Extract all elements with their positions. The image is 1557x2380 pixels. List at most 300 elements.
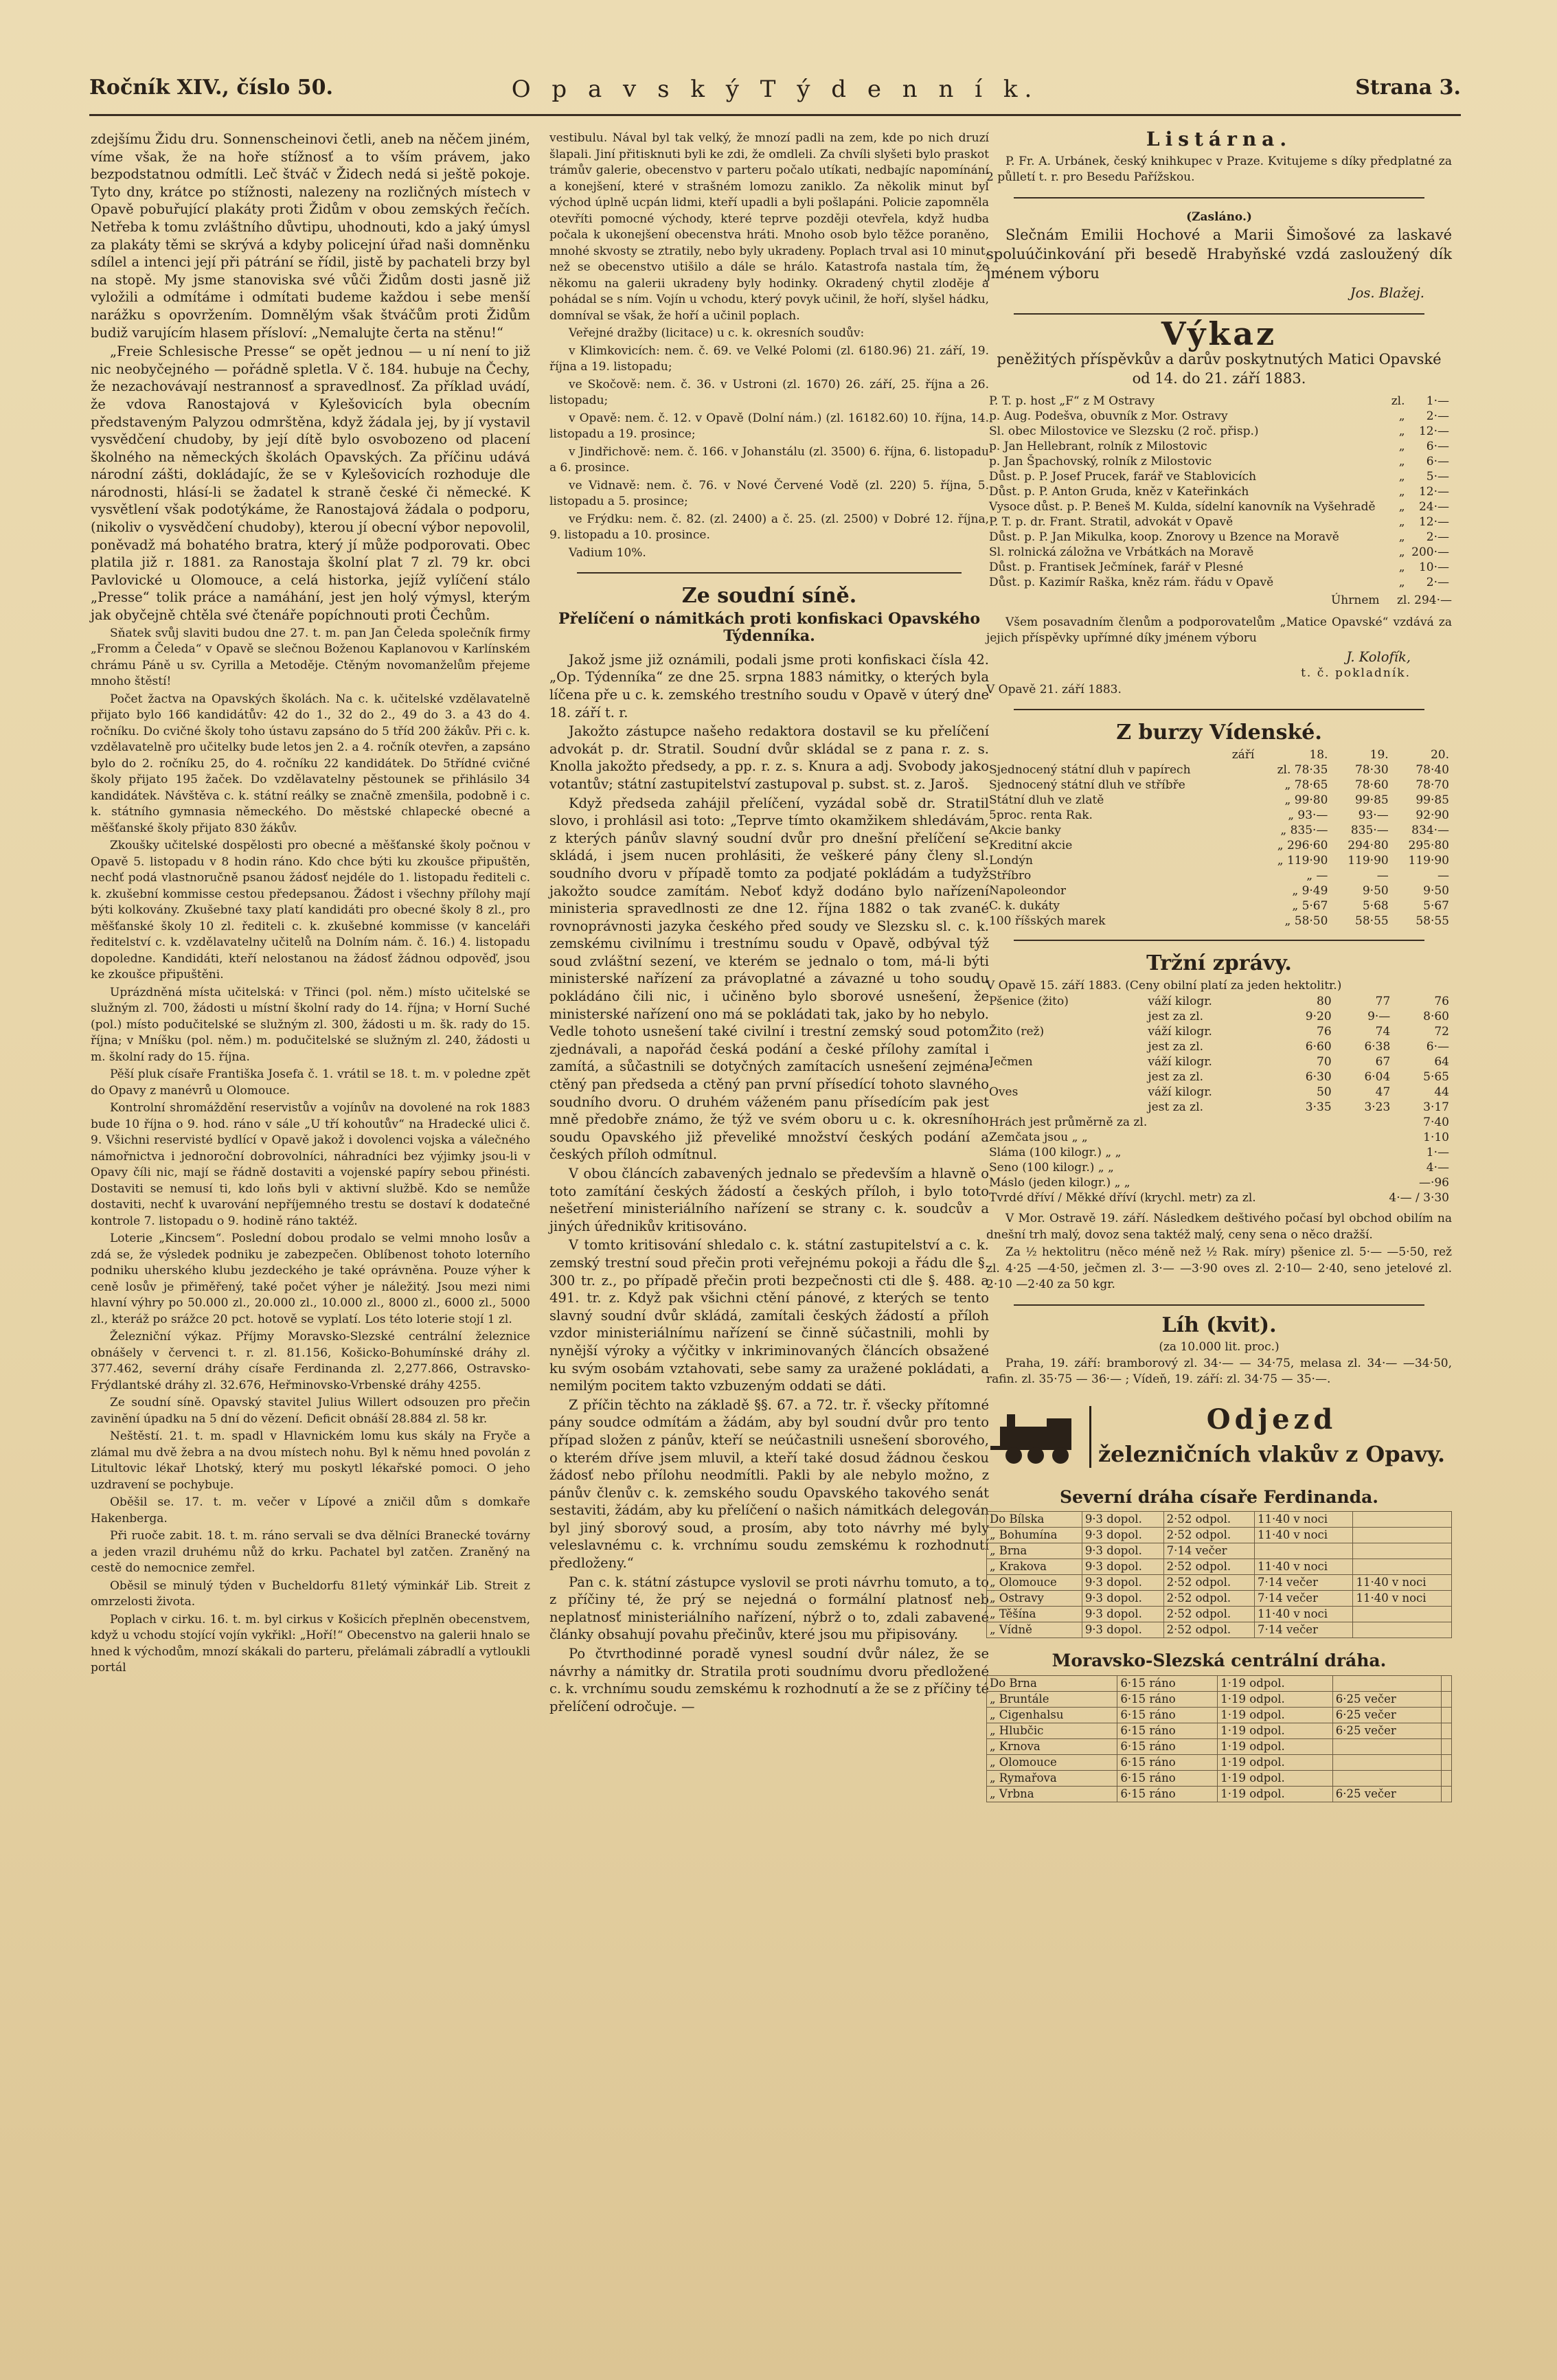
burza-row-cell: „ 78·65 — [1284, 778, 1328, 792]
thanks-date: V Opavě 21. září 1883. — [986, 682, 1122, 696]
donation-row-cell: Důst. p. P. Josef Prucek, farář ve Stablovicích — [989, 470, 1257, 484]
locomotive-icon — [986, 1406, 1091, 1468]
moravsko-row-cell — [1442, 1723, 1452, 1738]
donation-row — [986, 409, 1452, 424]
moravsko-row-cell: 6·25 večer — [1332, 1786, 1441, 1802]
trzni-row-cell: 6·38 — [1364, 1040, 1391, 1054]
severni-row-cell: 11·40 v noci — [1254, 1512, 1353, 1528]
news-item: Zkoušky učitelské dospělosti pro obecné a měšťanské školy počnou v Opavě 5. listopadu v 8 hodin ráno. Kdo chce býti ku zkoušce připuštěn, nechť podá vlastnoručně psanou žádosť nejdéle do 1. listopadu řediteli c. k. zkušební kommisse cestou předepsanou. Žádost i všechny přílohy mají býti kolkovány. Zkušebné taxy platí kandidáti pro obecné školy 8 zl., pro měšťanské školy 10 zl. řediteli c. k. zkušebné kommisse (v kanceláři ředitelství c. k. vzdělavatelny učitelů na Dolním nám. č. 16.) 4. listopadu dopoledne. Kandidáti, kteří nelostanou na žádosť žádnou odpověď, jsou ke zkoušce připuštěni. — [91, 839, 530, 982]
burza-row-cell: „ 835·— — [1280, 823, 1328, 837]
moravsko-row-cell: „ Olomouce — [987, 1754, 1117, 1770]
donation-row-cell: 2·— — [1426, 409, 1449, 424]
section-title: Ze soudní síně. — [681, 584, 857, 608]
news-item: Loterie „Kincsem“. Poslední dobou prodalo se velmi mnoho losův a zdá se, že výsledek podniku je zabezpečen. Oblíbenost tohoto loterního podniku uherského klubu jezdeckého je také oprávněna. Pouze výher k ceně losův je přiměřený, také počet výher je náležitý. Jsou mezi nimi hlavní výhry po 50.000 zl., 20.000 zl., 10.000 zl., 8000 zl., 6000 zl., 5000 zl., kteráž po srážce 20 pct. hotově se vyplatí. Los této loterie stojí 1 zl. — [91, 1232, 530, 1326]
odjezd-subtitle: železničních vlakův z Opavy. — [1098, 1440, 1446, 1467]
trzni-extra-row-cell: 1·10 — [1423, 1131, 1449, 1145]
trzni-row — [986, 994, 1452, 1009]
severni-row — [987, 1622, 1452, 1638]
burza-title: Z burzy Vídenské. — [1116, 721, 1322, 745]
trzni-row-cell: 3·35 — [1305, 1100, 1332, 1115]
burza-row-cell: „ 119·90 — [1277, 853, 1328, 868]
severni-row-cell: 9·3 dopol. — [1082, 1559, 1163, 1575]
auction-item: v Jindřichově: nem. č. 166. v Johanstálu (zl. 3500) 6. října, 6. listopadu a 6. prosince. — [549, 444, 989, 475]
severni-row-cell: 7·14 večer — [1254, 1591, 1353, 1607]
donation-row-cell: P. T. p. host „F“ z M Ostravy — [989, 394, 1155, 409]
moravsko-row-cell: 6·15 ráno — [1117, 1723, 1218, 1738]
trzni-row-cell: 70 — [1317, 1055, 1332, 1069]
moravsko-row-cell: 1·19 odpol. — [1218, 1786, 1333, 1802]
trzni-row-cell: 74 — [1375, 1025, 1391, 1039]
news-item: Oběšil se. 17. t. m. večer v Lípové a zničil dům s domkaře Hakenberga. — [91, 1495, 530, 1526]
moravsko-row-cell: 1·19 odpol. — [1218, 1723, 1333, 1738]
trzni-extra-row-cell: Máslo (jeden kilogr.) „ „ — [989, 1176, 1130, 1190]
burza-row-cell: Londýn — [989, 853, 1033, 868]
trzni-extra-row-cell: Tvrdé dříví / Měkké dříví (krychl. metr) za zl. — [989, 1191, 1256, 1205]
donation-row-cell: „ — [1398, 576, 1405, 590]
article-paragraph: Pan c. k. státní zástupce vyslovil se proti návrhu tomuto, a to z příčiny té, že prý se nejedná o formální platnosť neb neplatnosť ministeriálního nařízení, nýbrž o to, zdali zabavené články obsahují povahu přečinův, které jsou mu připisovány. — [549, 1574, 989, 1643]
thanks-role: t. č. pokladník. — [1301, 666, 1411, 681]
moravsko-row-cell — [1332, 1738, 1441, 1754]
moravsko-row-cell: 6·25 večer — [1332, 1691, 1441, 1707]
trzni-row-cell: Oves — [989, 1085, 1019, 1100]
burza-row-cell: „ 9·49 — [1292, 883, 1328, 898]
trzni-extra-row-cell: 7·40 — [1423, 1115, 1449, 1130]
severni-row-cell: 2·52 odpol. — [1163, 1575, 1254, 1591]
burza-row-cell: 92·90 — [1416, 808, 1449, 822]
moravsko-row-cell — [1442, 1675, 1452, 1691]
article-paragraph: Po čtvrthodinné poradě vynesl soudní dvůr nález, že se návrhy a námitky dr. Stratila proti soudnímu dvoru předložené c. k. vrchnímu soudu zemskému k rozhodnutí a že se z příčiny té přelíčení odročuje. — — [549, 1646, 989, 1714]
severni-row-cell — [1353, 1622, 1452, 1638]
column-3 — [986, 128, 1452, 1802]
article-paragraph: „Freie Schlesische Presse“ se opět jednou — u ní není to již nic neobyčejného — pořádně spletla. V č. 184. hubuje na Čechy, že nezachovávají nestrannosť a spravedlnosť. Za příklad uvádí, že vdova Ranostajová v Kylešovicích byla obecním představeným Palyzou odmrštěna, když žádala jej, by jí vystavil vysvědčení chudoby, by její dítě bylo osvobozeno od placení školného na německých školách Opavských. Za příčinu udává národní zášti, dokládajíc, že se v Kylešovicích rozhoduje dle národnosti, hlásí-li se žadatel k straně české či německé. K vysvětlení však podotýkáme, že Ranostajová žádala o podporu, (nikoliv o vysvědčení chudoby), kterou jí obecní výbor nepovolil, poněvadž má bohatého bratra, který jí může podporovati. Obec platila již r. 1881. za Ranostaja školní plat 7 zl. 79 kr. obci Pavlovické u Olomouce, a celá historka, jejíž vylíčení stálo „Presse“ tolik práce a namáhání, jest jen holý výmysl, kterým jak obyčejně chtěla své čtenáře popíchnouti proti Čechům. — [91, 343, 530, 624]
burza-row-cell: 5·68 — [1362, 898, 1389, 913]
trzni-row-cell: váží kilogr. — [1148, 1055, 1212, 1069]
moravsko-row — [987, 1754, 1452, 1770]
news-item: Ze soudní síně. Opavský stavitel Julius Willert odsouzen pro přečin zavinění úpadku na 5 dní do vězení. Deficit obnáší 28.884 zl. 58 kr. — [91, 1396, 530, 1426]
trzni-row-cell — [986, 1039, 1145, 1054]
trzni-row-cell: 5·65 — [1423, 1070, 1449, 1085]
donation-row-cell: 5·— — [1426, 470, 1449, 484]
donation-row — [986, 439, 1452, 454]
moravsko-row — [987, 1675, 1452, 1691]
auction-item: v Klimkovicích: nem. č. 69. ve Velké Polomi (zl. 6180.96) 21. září, 19. října a 19. listopadu; — [549, 343, 989, 374]
trzni-row-cell: 44 — [1434, 1085, 1449, 1100]
burza-row-cell: 78·70 — [1416, 778, 1449, 792]
burza-row-cell: 835·— — [1350, 823, 1389, 837]
donation-row — [986, 469, 1452, 484]
trzni-extra-row — [986, 1115, 1452, 1130]
burza-row-cell: Kreditní akcie — [989, 838, 1073, 852]
donations-total-label: Úhrnem — [1330, 593, 1380, 608]
burza-row-cell: 834·— — [1411, 823, 1449, 837]
news-item: vestibulu. Nával byl tak velký, že mnozí padli na zem, kde po nich druzí šlapali. Jiní přitisknuti byli ke zdi, že omdleli. Za chvíli slyšeti bylo praskot trámův galerie, obecenstvo v parteru počalo utíkati, nedbajíc napomínání a konejšení, které v strašném lomozu zaniklo. Za několik minut byl východ úplně ucpán lidmi, kteří upadli a byli pošlapáni. Policie zapomněla otevříti pomocné východy, které teprve později otevřela, když hudba počala k ukonejšení obecenstva hráti. Mnoho osob bylo těžce poraněno, mnohé skvosty se ztratily, nebo byly ukradeny. Poplach trval asi 10 minut, než se obecenstvo utišilo a dále se hrálo. Katastrofa nastala tím, že někomu na galerii ukradeny byly hodinky. Okradený chytil zloděje a pohádal se s ním. Vojín u vchodu, který povyk učinil, že hoří, slyšel hádku, domníval se však, že hoří a učinil poplach. — [549, 131, 989, 323]
burza-header-cell: 18. — [1309, 747, 1328, 762]
divider — [577, 572, 962, 574]
severni-row — [987, 1543, 1452, 1559]
severni-schedule — [986, 1511, 1452, 1638]
moravsko-row-cell: „ Bruntále — [987, 1691, 1117, 1707]
trzni-extra-row-cell: Hrách jest průměrně za zl. — [989, 1115, 1148, 1130]
trzni-row-cell — [986, 1100, 1145, 1115]
trzni-row-cell: 6·04 — [1364, 1070, 1391, 1085]
donation-row-cell: 1·— — [1426, 394, 1449, 409]
moravsko-row-cell: 1·19 odpol. — [1218, 1707, 1333, 1723]
lih-text: Praha, 19. září: bramborový zl. 34·— — 34·75, melasa zl. 34·— —34·50, rafin. zl. 35·75 — 36·— ; Vídeň, 19. září: zl. 34·75 — 35·—. — [986, 1356, 1452, 1387]
severni-row-cell: 2·52 odpol. — [1163, 1607, 1254, 1622]
severni-row-cell — [1353, 1607, 1452, 1622]
article-paragraph: Když předseda zahájil přelíčení, vyzádal sobě dr. Stratil slovo, i prohlásil asi toto: „Teprve tímto okamžikem shledávám, z kterých pánův slavný soudní dvůr pro dnešní přelíčení se skládá, i jsem nucen prohlásiti, že veškeré pány členy sl. soudního dvoru v případě tomto za podjaté pokládám a tudyž jakožto soudce zamítám. Neboť když dodáno bylo nařízení ministeria spravedlnosti ze dne 12. října 1882 o tak zvané rovnoprávnosti jazyka českého před soudy ve Slezsku sl. c. k. zemskému civilnímu i trestnímu soudu v Opavě, odbýval týž soud zvláštní sezení, ve kterém se jednalo o tom, má-li býti ministerské nařízení za právoplatné a závazné u toho soudu pokládáno čili nic, i učiněno bylo sborové usnešení, že ministerské nařízení ono má se pokládati tak, jako by ho nebylo. Vedle tohoto usnešení také civilní i trestní zemský soud potom zjednávali, a napořád česká podání a české přílohy zamítal i zamítá, a sůčastnili se dotyčných zamítacích usnešení zejména ctěný pan předseda a ctěný pan první přísedící tohoto slavného soudního dvoru. O druhém váženém panu přísedícím pak jest mně předobře známo, že týž ve svém oboru u c. k. okresního soudu Opavského již převeliké množství českých podání a českých příloh odmítnul. — [549, 795, 989, 1163]
trzni-row — [986, 1039, 1452, 1054]
moravsko-row-cell: 6·15 ráno — [1117, 1707, 1218, 1723]
trzni-extra-row-cell: Sláma (100 kilogr.) „ „ — [989, 1146, 1122, 1160]
burza-header-cell: 19. — [1370, 747, 1389, 762]
auction-item: Vadium 10%. — [569, 545, 646, 560]
zaslano-signature: Jos. Blažej. — [1350, 285, 1424, 302]
moravsko-row-cell — [1332, 1675, 1441, 1691]
moravsko-row-cell: 1·19 odpol. — [1218, 1691, 1333, 1707]
vykaz-title: Výkaz — [1161, 315, 1277, 352]
severni-row — [987, 1575, 1452, 1591]
news-item: Při ruoče zabit. 18. t. m. ráno servali se dva dělníci Branecké továrny a jeden vrazil druhému nůž do krku. Pachatel byl zatčen. Zraněný na cestě do nemocnice zemřel. — [91, 1529, 530, 1576]
donation-row-cell: 12·— — [1418, 515, 1449, 530]
burza-row-cell: 99·85 — [1355, 793, 1389, 807]
news-item: Neštěstí. 21. t. m. spadl v Hlavnickém lomu kus skály na Fryče a zlámal mu dvě žebra a na dvou místech nohu. Byl k němu hned povolán z Litultovic lékař Lhotský, který mu poskytl lékařské pomoci. O jeho uzdravení se pochybuje. — [91, 1429, 530, 1492]
article-paragraph: Z příčin těchto na základě §§. 67. a 72. tr. ř. všecky přítomné pány soudce odmítám a žádám, aby byl soudní dvůr pro tento případ složen z pánův, kteří se neúčastnili usnešení sborového, o kterém dříve jsem mluvil, a kteří také dosud žádnou českou žádosť nebo přílohu neodmítli. Pakli by ale nebylo možno, z pánův členův c. k. zemského soudu Opavského takového senát sestaviti, žádám, aby ku přelíčení o našich námitkách delegován byl jiný sborový soud, a prosím, aby toto návrhy mé byly veleslavnému c. k. vrchnímu soudu zemskému k rozhodnutí předloženy.“ — [549, 1396, 989, 1572]
burza-row-cell: — — [1376, 868, 1389, 883]
burza-row-cell: 119·90 — [1408, 853, 1449, 868]
trzni-extra-row-cell: 4·— / 3·30 — [1389, 1191, 1449, 1205]
burza-row — [986, 778, 1452, 793]
burza-row-cell: 78·30 — [1355, 762, 1389, 777]
severni-row-cell: 2·52 odpol. — [1163, 1591, 1254, 1607]
severni-row-cell: 7·14 večer — [1254, 1575, 1353, 1591]
trzni-row — [986, 1009, 1452, 1024]
donation-row-cell: 6·— — [1426, 440, 1449, 454]
moravsko-row-cell: 6·15 ráno — [1117, 1770, 1218, 1786]
severni-row-cell: 2·52 odpol. — [1163, 1528, 1254, 1543]
burza-row-cell: 93·— — [1358, 808, 1389, 822]
news-item: Oběsil se minulý týden v Bucheldorfu 81letý výminkář Lib. Streit z omrzelosti života. — [91, 1578, 530, 1609]
trzni-title: Tržní zprávy. — [1146, 951, 1292, 975]
trzni-row-cell: 67 — [1375, 1055, 1391, 1069]
burza-row-cell: 9·50 — [1423, 883, 1449, 898]
burza-row-cell: „ 5·67 — [1292, 898, 1328, 913]
donation-row-cell: Důst. p. Frantisek Ječmínek, farář v Plesné — [989, 560, 1244, 575]
donation-row — [986, 454, 1452, 469]
page-header — [89, 76, 1461, 116]
auction-item: v Opavě: nem. č. 12. v Opavě (Dolní nám.) (zl. 16182.60) 10. října, 14. listopadu a 19. prosince; — [549, 411, 989, 441]
severni-row-cell: 9·3 dopol. — [1082, 1512, 1163, 1528]
auction-item: ve Vidnavě: nem. č. 76. v Nové Červené Vodě (zl. 220) 5. října, 5. listopadu a 5. prosince; — [549, 478, 989, 508]
severni-row — [987, 1607, 1452, 1622]
donation-row-cell: Důst. p. Kazimír Raška, kněz rám. řádu v Opavě — [989, 576, 1274, 590]
burza-row-cell: „ 99·80 — [1284, 793, 1328, 807]
burza-header-cell: 20. — [1430, 747, 1449, 762]
burza-row-cell: 5proc. renta Rak. — [989, 808, 1093, 822]
burza-row-cell: — — [1437, 868, 1449, 883]
severni-row-cell: 9·3 dopol. — [1082, 1607, 1163, 1622]
trzni-extra-row-cell: Zemčata jsou „ „ — [989, 1131, 1088, 1145]
divider — [1014, 1304, 1424, 1306]
news-item: Sňatek svůj slaviti budou dne 27. t. m. pan Jan Čeleda společník firmy „Fromm a Čeleda“ v Opavě se slečnou Boženou Kaplanovou v Karlínském chrámu Páně u sv. Cyrilla a Metoděje. Ctěným novomanželům přejeme mnoho štěstí! — [91, 626, 530, 689]
severni-row-cell: 11·40 v noci — [1254, 1528, 1353, 1543]
donation-row-cell: Vysoce důst. p. P. Beneš M. Kulda, sídelní kanovník na Vyšehradě — [989, 500, 1376, 514]
trzni-extra-table — [986, 1115, 1452, 1205]
trzni-row-cell: 64 — [1434, 1055, 1449, 1069]
donation-row-cell: „ — [1398, 455, 1405, 469]
news-item: Poplach v cirku. 16. t. m. byl cirkus v Košicích přeplněn obecenstvem, když u vchodu stojící vojín vykřikl: „Hoří!“ Obecenstvo na galerii hnalo se hned k východům, mnozí skákali do parteru, přelámali zábradlí a vytloukli portál — [91, 1612, 530, 1675]
trzni-row-cell: váží kilogr. — [1148, 1025, 1212, 1039]
donation-row — [986, 560, 1452, 575]
ostrava-prices: Za ½ hektolitru (něco méně než ½ Rak. míry) pšenice zl. 5·— —5·50, rež zl. 4·25 —4·50, ječmen zl. 3·— —3·90 oves zl. 2·10— 2·40, seno jetelové zl. 2·10 —2·40 za 50 kgr. — [986, 1245, 1452, 1292]
listarna-title: Listárna. — [1146, 128, 1293, 150]
donation-row — [986, 499, 1452, 514]
severni-row-cell: 11·40 v noci — [1353, 1591, 1452, 1607]
donation-row-cell: Sl. obec Milostovice ve Slezsku (2 roč. přisp.) — [989, 424, 1259, 439]
auction-item: ve Skočově: nem. č. 36. v Ustroni (zl. 1670) 26. září, 25. října a 26. listopadu; — [549, 377, 989, 407]
moravsko-row-cell: 6·25 večer — [1332, 1723, 1441, 1738]
trzni-row-cell: 47 — [1375, 1085, 1391, 1100]
moravsko-row-cell: 6·15 ráno — [1117, 1738, 1218, 1754]
moravsko-row-cell: 1·19 odpol. — [1218, 1675, 1333, 1691]
trzni-row-cell: 50 — [1317, 1085, 1332, 1100]
donations-table — [986, 394, 1452, 590]
moravsko-row-cell — [1442, 1770, 1452, 1786]
donation-row-cell: „ — [1398, 560, 1405, 575]
moravsko-row-cell: „ Rymařova — [987, 1770, 1117, 1786]
severni-row-cell — [1353, 1543, 1452, 1559]
donation-row-cell: „ — [1398, 530, 1405, 545]
trzni-extra-row — [986, 1160, 1452, 1175]
moravsko-row-cell: „ Hlubčic — [987, 1723, 1117, 1738]
severni-row — [987, 1591, 1452, 1607]
donation-row — [986, 484, 1452, 499]
severni-row-cell: „ Ostravy — [987, 1591, 1082, 1607]
moravsko-row-cell: 6·15 ráno — [1117, 1754, 1218, 1770]
burza-row-cell: „ 296·60 — [1277, 838, 1328, 852]
burza-row-cell: „ 58·50 — [1284, 914, 1328, 928]
donation-row-cell: „ — [1398, 424, 1405, 439]
severni-row-cell: 9·3 dopol. — [1082, 1528, 1163, 1543]
donations-total: zl. 294·— — [1396, 593, 1452, 608]
moravsko-row-cell — [1442, 1738, 1452, 1754]
burza-row-cell: Stříbro — [989, 868, 1032, 883]
burza-row-cell: Napoleondor — [989, 883, 1067, 898]
news-item: Železniční výkaz. Příjmy Moravsko-Slezské centrální železnice obnášely v červenci t. r. zl. 81.156, Košicko-Bohumínské dráhy zl. 377.462, severní dráhy císaře Ferdinanda zl. 2,277.866, Ostravsko-Frýdlantské dráhy zl. 32.676, Heřminovsko-Vrbenské dráhy 4255. — [91, 1330, 530, 1392]
moravsko-row — [987, 1707, 1452, 1723]
burza-row — [986, 808, 1452, 823]
severni-row-cell: 2·52 odpol. — [1163, 1512, 1254, 1528]
burza-row-cell: zl. 78·35 — [1277, 762, 1328, 777]
severni-row-cell: 2·52 odpol. — [1163, 1622, 1254, 1638]
donation-row-cell: Sl. rolnická záložna ve Vrbátkách na Moravě — [989, 545, 1254, 560]
burza-row-cell: Akcie banky — [989, 823, 1061, 837]
burza-row-cell: 295·80 — [1408, 838, 1449, 852]
donation-row-cell: 10·— — [1418, 560, 1449, 575]
donation-row-cell: 2·— — [1426, 576, 1449, 590]
severni-row-cell: 9·3 dopol. — [1082, 1622, 1163, 1638]
moravsko-row — [987, 1786, 1452, 1802]
listarna-text: P. Fr. A. Urbánek, český knihkupec v Praze. Kvitujeme s díky předplatné za 2 půlletí t. r. pro Besedu Pařížskou. — [986, 154, 1452, 185]
severni-row-cell — [1353, 1512, 1452, 1528]
trzni-row — [986, 1024, 1452, 1039]
moravsko-row-cell — [1442, 1707, 1452, 1723]
donation-row-cell: p. Aug. Podešva, obuvník z Mor. Ostravy — [989, 409, 1228, 424]
trzni-row-cell: 76 — [1317, 1025, 1332, 1039]
divider — [1014, 313, 1424, 315]
donation-row-cell: Důst. p. P. Jan Mikulka, koop. Znorovy u Bzence na Moravě — [989, 530, 1339, 545]
burza-row-cell: C. k. dukáty — [989, 898, 1060, 913]
article-paragraph: zdejšímu Židu dru. Sonnenscheinovi četli, aneb na něčem jiném, víme však, že na hoře stížnosť a to vším právem, jako bezpodstatnou odmítli. Leč štváč v Židech nedá si ještě pokoje. Tyto dny, krátce po stížnosti, nalezeny na rozličných místech v Opavě pobuřující plakáty proti Židům v obou zemských řečích. Netřeba k tomu zvláštního důvtipu, uhodnouti, kdo a jaký úmysl za plakáty těmi se skrývá a kdyby policejní úřad naši domněnku sdílel a intenci její při pátrání se řídil, jistě by pachateli brzy byl na stopě. My jsme stanoviska své vůči Židům dosti jasně již vyložili a odmítáme i odmítati budeme každou i sebe menší narážku s opovržením. Domnělým však štváčům proti Židům budiž varujícím hlasem přísloví: „Nemalujte čerta na stěnu!“ — [91, 131, 530, 341]
burza-row — [986, 914, 1452, 929]
moravsko-row-cell — [1442, 1691, 1452, 1707]
donation-row — [986, 575, 1452, 590]
donation-row-cell: „ — [1398, 500, 1405, 514]
thanks-signature: J. Kolofík, — [1346, 648, 1411, 665]
trzni-extra-row — [986, 1145, 1452, 1160]
donation-row — [986, 514, 1452, 530]
donation-row-cell: zl. — [1391, 394, 1405, 409]
severni-row-cell: 7·14 večer — [1163, 1543, 1254, 1559]
burza-row-cell: 119·90 — [1348, 853, 1389, 868]
burza-row — [986, 823, 1452, 838]
burza-header-cell: září — [1231, 747, 1255, 762]
severni-row-cell: 7·14 večer — [1254, 1622, 1353, 1638]
trzni-row-cell: Žito (rež) — [989, 1025, 1045, 1039]
trzni-row-cell: 8·60 — [1423, 1010, 1449, 1024]
moravsko-row — [987, 1723, 1452, 1738]
trzni-row — [986, 1085, 1452, 1100]
trzni-extra-row-cell: —·96 — [1418, 1176, 1449, 1190]
trzni-extra-row-cell: 4·— — [1426, 1161, 1449, 1175]
burza-row — [986, 838, 1452, 853]
lih-subtitle: (za 10.000 lit. proc.) — [1159, 1340, 1280, 1355]
trzni-extra-row — [986, 1130, 1452, 1145]
severni-row-cell: 2·52 odpol. — [1163, 1559, 1254, 1575]
donation-row-cell: P. T. p. dr. Frant. Stratil, advokát v Opavě — [989, 515, 1234, 530]
zaslano-text: Slečnám Emilii Hochové a Marii Šimošové za laskavé spoluúčinkování při besedě Hrabyňské vzdá zasloužený dík jménem výboru — [986, 227, 1452, 282]
trzni-row-cell: váží kilogr. — [1148, 995, 1212, 1009]
moravsko-row-cell: Do Brna — [987, 1675, 1117, 1691]
moravsko-row-cell — [1442, 1754, 1452, 1770]
zaslano-title: (Zasláno.) — [1186, 209, 1252, 224]
donation-row-cell: „ — [1398, 485, 1405, 499]
burza-row — [986, 883, 1452, 898]
trzni-row-cell: Ječmen — [989, 1055, 1033, 1069]
burza-row-cell: 99·85 — [1416, 793, 1449, 807]
vykaz-subtitle: peněžitých příspěvkův a darův poskytnutých Matici Opavské od 14. do 21. září 1883. — [997, 351, 1442, 387]
donation-row — [986, 394, 1452, 409]
trzni-row-cell: 76 — [1434, 995, 1449, 1009]
burza-row-cell: 5·67 — [1423, 898, 1449, 913]
severni-row-cell: „ Krakova — [987, 1559, 1082, 1575]
volume-issue: Ročník XIV., číslo 50. — [89, 76, 333, 100]
severni-row-cell: 9·3 dopol. — [1082, 1591, 1163, 1607]
trzni-row-cell: Pšenice (žito) — [989, 995, 1069, 1009]
article-paragraph: Jakož jsme již oznámili, podali jsme proti konfiskaci čísla 42. „Op. Týdenníka“ ze dne 25. srpna 1883 námitky, o kterých byla líčena pře u c. k. zemského trestního soudu v Opavě v úterý dne 18. září t. r. — [549, 651, 989, 721]
moravsko-row-cell — [1442, 1786, 1452, 1802]
article-paragraph: V tomto kritisování shledalo c. k. státní zastupitelství a c. k. zemský trestní soud přečin proti veřejnému pokoji a řádu dle §. 300 tr. z., po případě přečin proti bezpečnosti cti dle §. 488. a 491. tr. z. Když pak všichni ctění pánové, z kterých se tento slavný soudní dvůr skládá, zamítali českých žádostí a příloh vzdor ministeriálnímu nařízení se činně súčastnili, mohli by nynější výroky a výčitky v inkriminovaných článcích obsažené ku svým osobám vztahovati, sebe samy za uražené pokládati, a nemilým pocitem takto vzbuzeným oddati se dáti. — [549, 1237, 989, 1394]
trzni-row-cell: 80 — [1317, 995, 1332, 1009]
trzni-intro: V Opavě 15. září 1883. (Ceny obilní platí za jeden hektolitr.) — [986, 978, 1342, 993]
moravsko-title: Moravsko-Slezská centrální dráha. — [1052, 1651, 1387, 1671]
divider — [1014, 709, 1424, 710]
severni-row-cell: „ Bohumína — [987, 1528, 1082, 1543]
trzni-table — [986, 994, 1452, 1115]
burza-row-cell: „ — — [1306, 868, 1328, 883]
donation-row-cell: „ — [1398, 440, 1405, 454]
severni-row — [987, 1528, 1452, 1543]
auction-item: ve Frýdku: nem. č. 82. (zl. 2400) a č. 25. (zl. 2500) v Dobré 12. října, 9. listopadu a 10. prosince. — [549, 512, 989, 542]
divider — [1014, 197, 1424, 199]
severni-row-cell — [1254, 1543, 1353, 1559]
moravsko-row — [987, 1770, 1452, 1786]
trzni-row — [986, 1100, 1452, 1115]
donation-row-cell: „ — [1398, 545, 1405, 560]
trzni-row-cell: 72 — [1434, 1025, 1449, 1039]
moravsko-row-cell: 1·19 odpol. — [1218, 1738, 1333, 1754]
trzni-row-cell: 3·23 — [1364, 1100, 1391, 1115]
trzni-extra-row — [986, 1175, 1452, 1190]
severni-row-cell — [1353, 1528, 1452, 1543]
severni-row-cell: 9·3 dopol. — [1082, 1575, 1163, 1591]
trzni-row-cell: jest za zl. — [1148, 1010, 1203, 1024]
donation-row — [986, 424, 1452, 439]
burza-row-cell: Sjednocený státní dluh v papírech — [989, 762, 1191, 777]
trzni-row-cell — [986, 1009, 1145, 1024]
trzni-row-cell: jest za zl. — [1148, 1070, 1203, 1085]
article-paragraph: V obou článcích zabavených jednalo se především a hlavně o toto zamítání českých žádostí a českých příloh, i bylo toto nešetření ministeriálního nařízení se strany c. k. soudcův a jiných úřednikův kritisováno. — [549, 1166, 989, 1234]
donation-row-cell: 24·— — [1418, 500, 1449, 514]
ostrava-market: V Mor. Ostravě 19. září. Následkem deštivého počasí byl obchod obilím na dnešní trh malý, dovoz sena taktéž malý, ceny sena o něco dražší. — [986, 1212, 1452, 1242]
moravsko-row-cell — [1332, 1754, 1441, 1770]
thanks-text: Všem posavadním členům a podporovatelům „Matice Opavské“ vzdává za jejich příspěvky upřímné díky jménem výboru — [986, 615, 1452, 646]
moravsko-row-cell: 6·15 ráno — [1117, 1691, 1218, 1707]
newspaper-title: O p a v s k ý T ý d e n n í k. — [511, 76, 1039, 103]
donation-row-cell: 2·— — [1426, 530, 1449, 545]
column-2 — [549, 131, 989, 1716]
odjezd-title: Odjezd — [1206, 1403, 1337, 1436]
severni-row — [987, 1512, 1452, 1528]
trzni-extra-row-cell: 1·— — [1426, 1146, 1449, 1160]
severni-row-cell: 11·40 v noci — [1254, 1607, 1353, 1622]
news-item: Uprázdněná místa učitelská: v Třinci (pol. něm.) místo učitelské se služným zl. 700, žádosti u místní školní rady do 14. října; v Horní Suché (pol.) místo podučitelské se služným zl. 300, žádosti u m. šk. rady do 15. října; v Mníšku (pol. něm.) m. podučitelské se služným zl. 240, žádosti u m. školní rady do 15. října. — [91, 985, 530, 1064]
donation-row-cell: 200·— — [1411, 545, 1449, 560]
severni-row-cell: „ Olomouce — [987, 1575, 1082, 1591]
burza-row-cell: 58·55 — [1355, 914, 1389, 928]
donation-row-cell: 6·— — [1426, 455, 1449, 469]
donation-row-cell: „ — [1398, 470, 1405, 484]
news-item: Pěší pluk císaře Františka Josefa č. 1. vrátil se 18. t. m. v poledne zpět do Opavy z manévrů u Olomouce. — [91, 1067, 530, 1098]
page-number: Strana 3. — [1355, 76, 1461, 100]
trzni-row-cell: jest za zl. — [1148, 1100, 1203, 1115]
moravsko-row-cell — [1332, 1770, 1441, 1786]
severni-row-cell: Do Bílska — [987, 1512, 1082, 1528]
donation-row-cell: 12·— — [1418, 424, 1449, 439]
donation-row-cell: „ — [1398, 515, 1405, 530]
burza-row-cell: 78·60 — [1355, 778, 1389, 792]
trzni-row — [986, 1054, 1452, 1069]
trzni-extra-row-cell: Seno (100 kilogr.) „ „ — [989, 1161, 1114, 1175]
trzni-row-cell: 77 — [1375, 995, 1391, 1009]
moravsko-row-cell: 6·25 večer — [1332, 1707, 1441, 1723]
trzni-row-cell: 6·60 — [1305, 1040, 1332, 1054]
trzni-row-cell: váží kilogr. — [1148, 1085, 1212, 1100]
trzni-row-cell: 6·— — [1426, 1040, 1449, 1054]
train-banner — [986, 1399, 1452, 1475]
donation-row-cell: p. Jan Špachovský, rolník z Milostovic — [989, 455, 1212, 469]
trzni-row-cell: 9·20 — [1305, 1010, 1332, 1024]
